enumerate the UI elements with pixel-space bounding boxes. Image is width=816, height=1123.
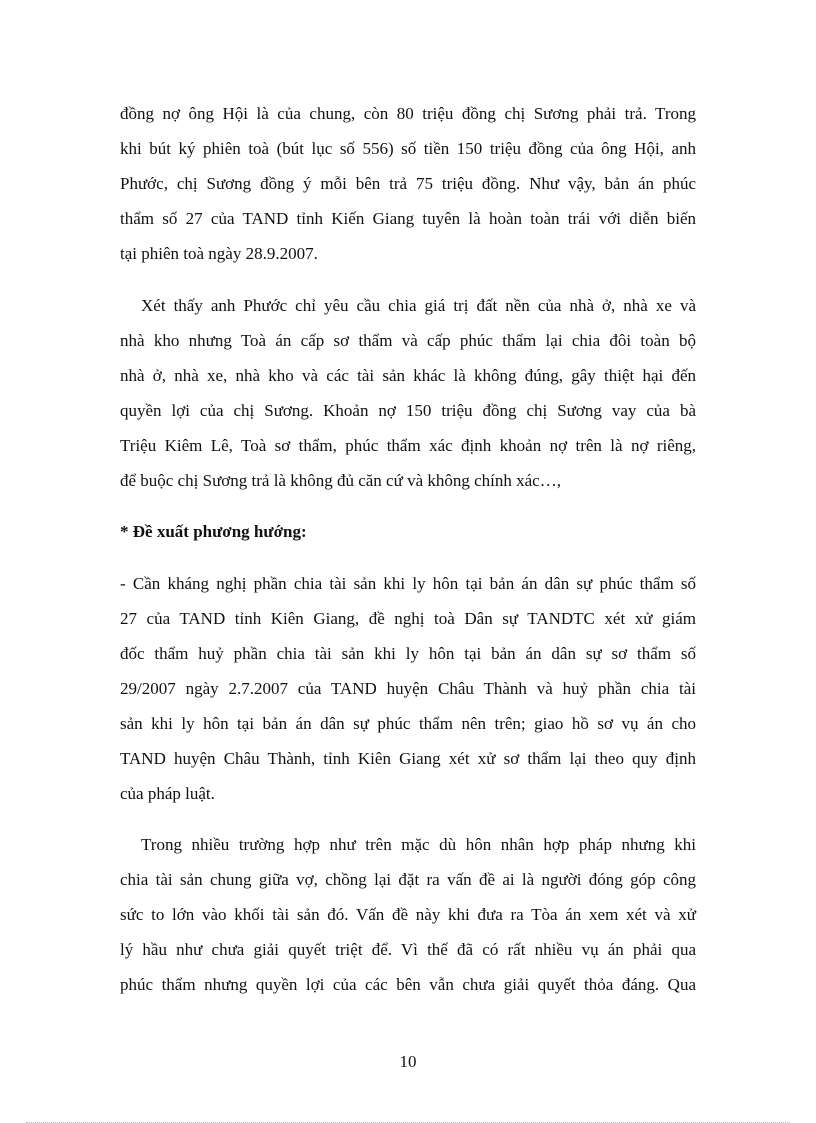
paragraph-2-line-5: Triệu Kiêm Lê, Toà sơ thẩm, phúc thẩm xác định khoản nợ trên là nợ riêng, — [120, 436, 696, 455]
section-heading: * Đề xuất phương hướng: — [120, 522, 307, 541]
paragraph-2-line-1: Xét thấy anh Phước chỉ yêu cầu chia giá trị đất nền của nhà ở, nhà xe và — [141, 296, 696, 315]
paragraph-1-line-3: Phước, chị Sương đồng ý mỗi bên trả 75 triệu đồng. Như vậy, bản án phúc — [120, 174, 696, 193]
paragraph-3-line-4: 29/2007 ngày 2.7.2007 của TAND huyện Châu Thành và huỷ phần chia tài — [120, 679, 696, 698]
paragraph-2-line-3: nhà ở, nhà xe, nhà kho và các tài sản khác là không đúng, gây thiệt hại đến — [120, 366, 696, 385]
paragraph-4-line-4: lý hầu như chưa giải quyết triệt để. Vì thế đã có rất nhiều vụ án phải qua — [120, 940, 696, 959]
paragraph-3-line-3: đốc thẩm huỷ phần chia tài sản khi ly hôn tại bản án dân sự sơ thẩm số — [120, 644, 696, 663]
paragraph-3-line-6: TAND huyện Châu Thành, tỉnh Kiên Giang xét xử sơ thẩm lại theo quy định — [120, 749, 696, 768]
paragraph-3-line-7: của pháp luật. — [120, 784, 215, 803]
paragraph-4-line-3: sức to lớn vào khối tài sản đó. Vấn đề này khi đưa ra Tòa án xem xét và xử — [120, 905, 696, 924]
paragraph-4-line-1: Trong nhiều trường hợp như trên mặc dù hôn nhân hợp pháp nhưng khi — [141, 835, 696, 854]
paragraph-3-line-5: sản khi ly hôn tại bản án dân sự phúc thẩm nên trên; giao hồ sơ vụ án cho — [120, 714, 696, 733]
paragraph-4-line-5: phúc thẩm nhưng quyền lợi của các bên vẫn chưa giải quyết thỏa đáng. Qua — [120, 975, 696, 994]
paragraph-1-line-1: đồng nợ ông Hội là của chung, còn 80 triệu đồng chị Sương phải trả. Trong — [120, 104, 696, 123]
paragraph-3-line-1: - Cần kháng nghị phần chia tài sản khi ly hôn tại bản án dân sự phúc thẩm số — [120, 574, 696, 593]
paragraph-3-line-2: 27 của TAND tỉnh Kiên Giang, đề nghị toà Dân sự TANDTC xét xử giám — [120, 609, 696, 628]
paragraph-2-line-6: để buộc chị Sương trả là không đủ căn cứ và không chính xác…, — [120, 471, 561, 490]
paragraph-2-line-2: nhà kho nhưng Toà án cấp sơ thẩm và cấp phúc thẩm lại chia đôi toàn bộ — [120, 331, 696, 350]
paragraph-1-line-5: tại phiên toà ngày 28.9.2007. — [120, 244, 318, 263]
paragraph-4-line-2: chia tài sản chung giữa vợ, chồng lại đặt ra vấn đề ai là người đóng góp công — [120, 870, 696, 889]
paragraph-2-line-4: quyền lợi của chị Sương. Khoản nợ 150 triệu đồng chị Sương vay của bà — [120, 401, 696, 420]
paragraph-1-line-2: khi bút ký phiên toà (bút lục số 556) số tiền 150 triệu đồng của ông Hội, anh — [120, 139, 696, 158]
paragraph-1-line-4: thẩm số 27 của TAND tỉnh Kiến Giang tuyên là hoàn toàn trái với diễn biến — [120, 209, 696, 228]
page-number: 10 — [399, 1052, 417, 1071]
